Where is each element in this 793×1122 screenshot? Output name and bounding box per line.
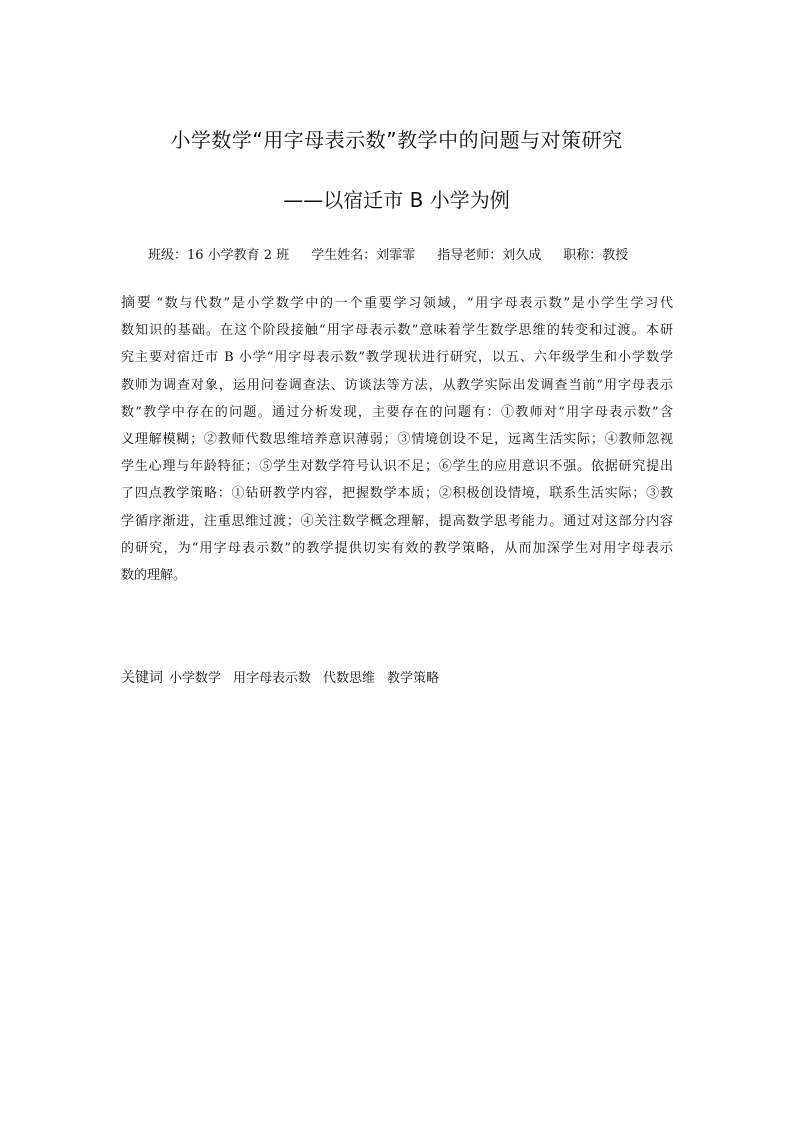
abstract-line [121, 290, 673, 317]
abstract-line: 的研究，为“用字母表示数”的教学提供切实有效的教学策略，从而加深学生对用字母表示 [121, 540, 673, 556]
keyword: 教学策略 [387, 671, 440, 686]
abstract-line: 学循序渐进，注重思维过渡；④关注数学概念理解，提高数学思考能力。通过对这部分内容 [121, 513, 673, 529]
document-title: 小学数学“用字母表示数”教学中的问题与对策研究 [170, 128, 623, 152]
abstract-line: 数的理解。 [121, 567, 187, 583]
keyword: 用字母表示数 [233, 671, 312, 686]
keyword: 小学数学 [169, 671, 222, 686]
advisor-title: 职称：教授 [563, 248, 629, 263]
keywords-section [121, 667, 451, 690]
keywords-label: 关键词 [121, 670, 163, 686]
abstract-line: 学生心理与年龄特征；⑤学生对数学符号认识不足；⑥学生的应用意识不强。依据研究提出 [121, 459, 673, 475]
abstract-text: “数与代数”是小学数学中的一个重要学习领域，“用字母表示数”是小学生学习代 [156, 296, 673, 311]
abstract-line: 了四点教学策略：①钻研教学内容，把握数学本质；②积极创设情境，联系生活实际；③教 [121, 486, 673, 502]
abstract-label: 摘要 [121, 295, 153, 311]
abstract-section [121, 290, 673, 589]
abstract-line: 教师为调查对象，运用问卷调查法、访谈法等方法，从教学实际出发调查当前“用字母表示 [121, 377, 673, 393]
document-subtitle: ——以宿迁市 B 小学为例 [283, 188, 510, 212]
student-name: 学生姓名：刘霏霏 [311, 248, 416, 263]
abstract-line: 数知识的基础。在这个阶段接触“用字母表示数”意味着学生数学思维的转变和过渡。本研 [121, 323, 673, 339]
class-info: 班级：16 小学教育 2 班 [148, 248, 290, 263]
author-info [148, 246, 628, 266]
keyword: 代数思维 [323, 671, 376, 686]
advisor-name: 指导老师：刘久成 [437, 248, 542, 263]
abstract-line: 义理解模糊；②教师代数思维培养意识薄弱；③情境创设不足，远离生活实际；④教师忽视 [121, 431, 673, 447]
abstract-line: 数”教学中存在的问题。通过分析发现，主要存在的问题有：①教师对“用字母表示数”含 [121, 404, 673, 420]
abstract-line: 究主要对宿迁市 B 小学“用字母表示数”教学现状进行研究，以五、六年级学生和小学数学 [121, 350, 673, 366]
